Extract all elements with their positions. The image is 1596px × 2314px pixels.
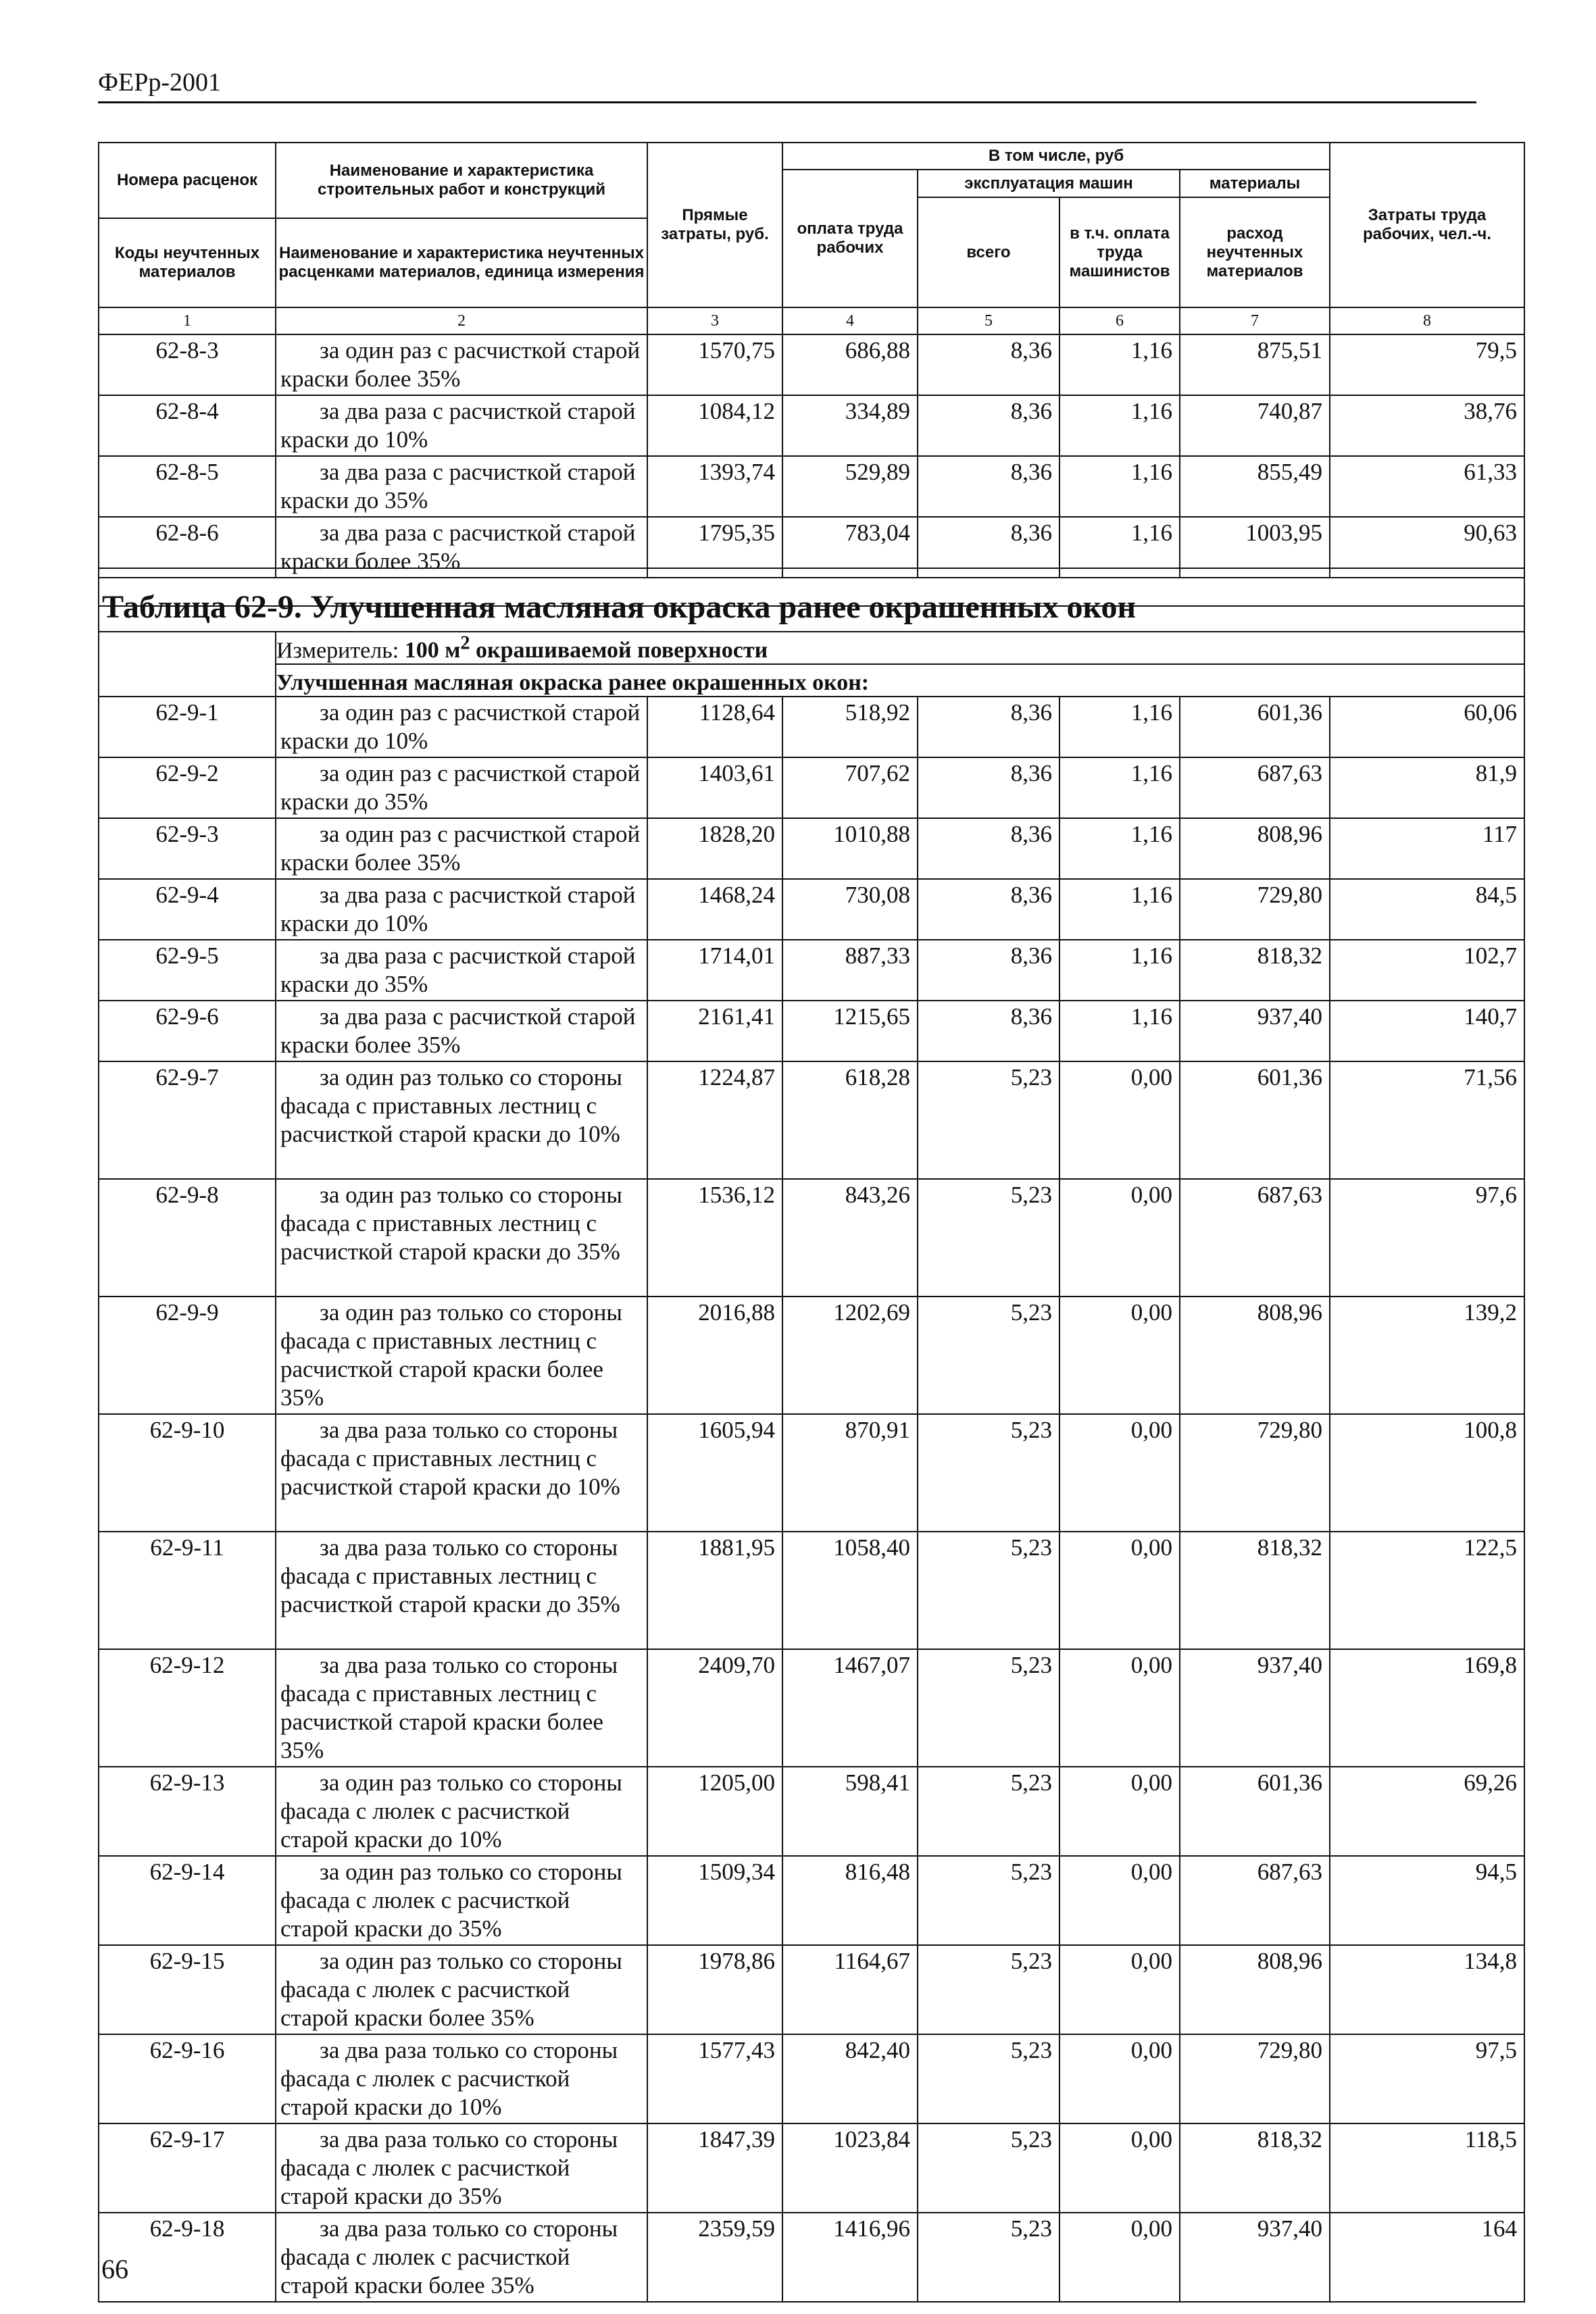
labor-hours-cell: 69,26 [1330, 1767, 1524, 1856]
meter-description: окрашиваемой поверхности [470, 638, 768, 663]
labor-hours-cell: 164 [1330, 2213, 1524, 2302]
machines-total-cell: 8,36 [918, 334, 1059, 395]
direct-costs-cell: 1714,01 [647, 940, 782, 1001]
operators-pay-cell: 0,00 [1059, 2034, 1180, 2123]
work-name-cell: за два раза с расчисткой старой краски более 35% [276, 517, 647, 578]
col-num-6: 6 [1059, 307, 1180, 334]
labor-pay-cell: 1058,40 [782, 1532, 918, 1649]
materials-usage-cell: 855,49 [1180, 456, 1330, 517]
group-title: Улучшенная масляная окраска ранее окрашенных окон: [276, 664, 1524, 697]
machines-total-cell: 5,23 [918, 1297, 1059, 1414]
machines-total-cell: 8,36 [918, 879, 1059, 940]
col-work-name-header: Наименование и характеристика строительных работ и конструкций [276, 143, 647, 218]
labor-pay-cell: 529,89 [782, 456, 918, 517]
rate-code-cell: 62-9-14 [99, 1856, 276, 1945]
materials-usage-cell: 729,80 [1180, 2034, 1330, 2123]
labor-pay-cell: 887,33 [782, 940, 918, 1001]
labor-pay-cell: 334,89 [782, 395, 918, 456]
labor-pay-cell: 730,08 [782, 879, 918, 940]
labor-hours-cell: 38,76 [1330, 395, 1524, 456]
rates-table-62-9 [98, 568, 1525, 2303]
operators-pay-cell: 0,00 [1059, 1649, 1180, 1767]
work-name-cell: за один раз только со стороны фасада с люлек с расчисткой старой краски до 10% [276, 1767, 647, 1856]
labor-hours-cell: 60,06 [1330, 697, 1524, 757]
direct-costs-cell: 1536,12 [647, 1179, 782, 1297]
materials-usage-cell: 729,80 [1180, 1414, 1330, 1532]
col-num-3: 3 [647, 307, 782, 334]
work-name-cell: за два раза с расчисткой старой краски до 35% [276, 940, 647, 1001]
table-title: Таблица 62-9. Улучшенная масляная окраска ранее окрашенных окон [102, 589, 1137, 625]
table-row [99, 1179, 1524, 1297]
labor-hours-cell: 169,8 [1330, 1649, 1524, 1767]
meter-unit-exponent: 2 [460, 632, 470, 654]
labor-pay-cell: 1416,96 [782, 2213, 918, 2302]
direct-costs-cell: 2359,59 [647, 2213, 782, 2302]
work-name-cell: за один раз с расчисткой старой краски до 35% [276, 757, 647, 818]
operators-pay-cell: 1,16 [1059, 940, 1180, 1001]
machines-total-cell: 8,36 [918, 940, 1059, 1001]
labor-hours-cell: 134,8 [1330, 1945, 1524, 2034]
col-labor-hours-header: Затраты труда рабочих, чел.-ч. [1330, 143, 1524, 307]
materials-usage-cell: 1003,95 [1180, 517, 1330, 578]
labor-hours-cell: 71,56 [1330, 1061, 1524, 1179]
materials-usage-cell: 818,32 [1180, 2123, 1330, 2213]
machines-total-cell: 5,23 [918, 2213, 1059, 2302]
materials-usage-cell: 937,40 [1180, 2213, 1330, 2302]
materials-usage-cell: 808,96 [1180, 1945, 1330, 2034]
operators-pay-cell: 1,16 [1059, 334, 1180, 395]
table-row [99, 1649, 1524, 1767]
rate-code-cell: 62-9-5 [99, 940, 276, 1001]
operators-pay-cell: 1,16 [1059, 757, 1180, 818]
col-materials-usage-header: расход неучтенных материалов [1180, 197, 1330, 307]
materials-usage-cell: 937,40 [1180, 1649, 1330, 1767]
table-row [99, 456, 1524, 517]
direct-costs-cell: 1393,74 [647, 456, 782, 517]
work-name-cell: за два раза только со стороны фасада с приставных лестниц с расчисткой старой краски до 35% [276, 1532, 647, 1649]
col-num-1: 1 [99, 307, 276, 334]
meter-line [276, 632, 1524, 664]
rates-table-62-8 [98, 142, 1525, 607]
work-name-cell: за один раз с расчисткой старой краски более 35% [276, 334, 647, 395]
rate-code-cell: 62-9-16 [99, 2034, 276, 2123]
table-row [99, 334, 1524, 395]
machines-total-cell: 8,36 [918, 818, 1059, 879]
operators-pay-cell: 1,16 [1059, 1001, 1180, 1061]
rate-code-cell: 62-9-1 [99, 697, 276, 757]
labor-hours-cell: 102,7 [1330, 940, 1524, 1001]
labor-pay-cell: 870,91 [782, 1414, 918, 1532]
operators-pay-cell: 0,00 [1059, 1179, 1180, 1297]
direct-costs-cell: 2161,41 [647, 1001, 782, 1061]
labor-pay-cell: 1467,07 [782, 1649, 918, 1767]
table-row [99, 1001, 1524, 1061]
labor-hours-cell: 61,33 [1330, 456, 1524, 517]
operators-pay-cell: 0,00 [1059, 1414, 1180, 1532]
machines-total-cell: 5,23 [918, 1414, 1059, 1532]
labor-hours-cell: 81,9 [1330, 757, 1524, 818]
materials-usage-cell: 875,51 [1180, 334, 1330, 395]
materials-usage-cell: 937,40 [1180, 1001, 1330, 1061]
rate-code-cell: 62-9-6 [99, 1001, 276, 1061]
direct-costs-cell: 1828,20 [647, 818, 782, 879]
direct-costs-cell: 1084,12 [647, 395, 782, 456]
table-row [99, 757, 1524, 818]
labor-pay-cell: 816,48 [782, 1856, 918, 1945]
machines-total-cell: 5,23 [918, 1179, 1059, 1297]
rate-code-cell: 62-9-7 [99, 1061, 276, 1179]
machines-total-cell: 5,23 [918, 1767, 1059, 1856]
labor-hours-cell: 100,8 [1330, 1414, 1524, 1532]
col-num-2: 2 [276, 307, 647, 334]
labor-hours-cell: 140,7 [1330, 1001, 1524, 1061]
col-operators-pay-header: в т.ч. оплата труда машинистов [1059, 197, 1180, 307]
labor-pay-cell: 1010,88 [782, 818, 918, 879]
labor-hours-cell: 79,5 [1330, 334, 1524, 395]
work-name-cell: за один раз только со стороны фасада с люлек с расчисткой старой краски более 35% [276, 1945, 647, 2034]
materials-usage-cell: 729,80 [1180, 879, 1330, 940]
work-name-cell: за два раза с расчисткой старой краски более 35% [276, 1001, 647, 1061]
machines-total-cell: 5,23 [918, 1061, 1059, 1179]
direct-costs-cell: 1509,34 [647, 1856, 782, 1945]
operators-pay-cell: 1,16 [1059, 456, 1180, 517]
work-name-cell: за два раза только со стороны фасада с приставных лестниц с расчисткой старой краски до 10% [276, 1414, 647, 1532]
materials-usage-cell: 687,63 [1180, 757, 1330, 818]
direct-costs-cell: 2016,88 [647, 1297, 782, 1414]
materials-usage-cell: 601,36 [1180, 697, 1330, 757]
col-rate-number-header: Номера расценок [99, 143, 276, 218]
work-name-cell: за два раза только со стороны фасада с приставных лестниц с расчисткой старой краски более 35% [276, 1649, 647, 1767]
labor-pay-cell: 1023,84 [782, 2123, 918, 2213]
table-row [99, 818, 1524, 879]
operators-pay-cell: 0,00 [1059, 1945, 1180, 2034]
table-row [99, 879, 1524, 940]
labor-pay-cell: 707,62 [782, 757, 918, 818]
rate-code-cell: 62-9-15 [99, 1945, 276, 2034]
materials-usage-cell: 601,36 [1180, 1767, 1330, 1856]
work-name-cell: за один раз только со стороны фасада с приставных лестниц с расчисткой старой краски до 10% [276, 1061, 647, 1179]
direct-costs-cell: 1795,35 [647, 517, 782, 578]
direct-costs-cell: 1847,39 [647, 2123, 782, 2213]
machines-total-cell: 5,23 [918, 2123, 1059, 2213]
direct-costs-cell: 1224,87 [647, 1061, 782, 1179]
materials-usage-cell: 687,63 [1180, 1856, 1330, 1945]
labor-hours-cell: 84,5 [1330, 879, 1524, 940]
meter-spacer [99, 632, 276, 664]
operators-pay-cell: 0,00 [1059, 1061, 1180, 1179]
table-row [99, 1061, 1524, 1179]
group-spacer [99, 664, 276, 697]
table-title-cell [99, 568, 1524, 632]
machines-total-cell: 5,23 [918, 1532, 1059, 1649]
col-material-codes-header: Коды неучтенных материалов [99, 218, 276, 307]
operators-pay-cell: 0,00 [1059, 2213, 1180, 2302]
labor-pay-cell: 598,41 [782, 1767, 918, 1856]
work-name-cell: за два раза только со стороны фасада с люлек с расчисткой старой краски более 35% [276, 2213, 647, 2302]
col-machines-total-header: всего [918, 197, 1059, 307]
table-row [99, 395, 1524, 456]
operators-pay-cell: 1,16 [1059, 697, 1180, 757]
machines-total-cell: 5,23 [918, 1649, 1059, 1767]
labor-pay-cell: 1202,69 [782, 1297, 918, 1414]
direct-costs-cell: 1577,43 [647, 2034, 782, 2123]
machines-total-cell: 8,36 [918, 697, 1059, 757]
machines-total-cell: 5,23 [918, 1856, 1059, 1945]
operators-pay-cell: 1,16 [1059, 818, 1180, 879]
rate-code-cell: 62-9-18 [99, 2213, 276, 2302]
rate-code-cell: 62-9-3 [99, 818, 276, 879]
work-name-cell: за два раза только со стороны фасада с люлек с расчисткой старой краски до 10% [276, 2034, 647, 2123]
table-row [99, 940, 1524, 1001]
work-name-cell: за два раза с расчисткой старой краски до 10% [276, 879, 647, 940]
labor-hours-cell: 117 [1330, 818, 1524, 879]
table-row [99, 1945, 1524, 2034]
rate-code-cell: 62-8-6 [99, 517, 276, 578]
work-name-cell: за один раз с расчисткой старой краски до 10% [276, 697, 647, 757]
direct-costs-cell: 1468,24 [647, 879, 782, 940]
materials-usage-cell: 808,96 [1180, 818, 1330, 879]
machines-total-cell: 8,36 [918, 395, 1059, 456]
table-row [99, 1856, 1524, 1945]
work-name-cell: за два раза с расчисткой старой краски до 35% [276, 456, 647, 517]
labor-hours-cell: 139,2 [1330, 1297, 1524, 1414]
labor-pay-cell: 783,04 [782, 517, 918, 578]
labor-hours-cell: 97,6 [1330, 1179, 1524, 1297]
meter-value: 100 м [404, 638, 461, 663]
operators-pay-cell: 0,00 [1059, 2123, 1180, 2213]
machines-total-cell: 8,36 [918, 456, 1059, 517]
machines-total-cell: 8,36 [918, 757, 1059, 818]
col-num-5: 5 [918, 307, 1059, 334]
work-name-cell: за один раз только со стороны фасада с приставных лестниц с расчисткой старой краски более 35% [276, 1297, 647, 1414]
col-materials-group-header: материалы [1180, 170, 1330, 197]
machines-total-cell: 5,23 [918, 2034, 1059, 2123]
machines-total-cell: 8,36 [918, 517, 1059, 578]
direct-costs-cell: 2409,70 [647, 1649, 782, 1767]
col-direct-costs-header: Прямые затраты, руб. [647, 143, 782, 307]
table-row [99, 1414, 1524, 1532]
direct-costs-cell: 1605,94 [647, 1414, 782, 1532]
page-header: ФЕРр-2001 [98, 68, 1476, 103]
rate-code-cell: 62-9-11 [99, 1532, 276, 1649]
labor-pay-cell: 1164,67 [782, 1945, 918, 2034]
labor-hours-cell: 97,5 [1330, 2034, 1524, 2123]
work-name-cell: за два раза только со стороны фасада с люлек с расчисткой старой краски до 35% [276, 2123, 647, 2213]
direct-costs-cell: 1128,64 [647, 697, 782, 757]
labor-pay-cell: 842,40 [782, 2034, 918, 2123]
work-name-cell: за один раз только со стороны фасада с приставных лестниц с расчисткой старой краски до 35% [276, 1179, 647, 1297]
direct-costs-cell: 1881,95 [647, 1532, 782, 1649]
operators-pay-cell: 0,00 [1059, 1767, 1180, 1856]
direct-costs-cell: 1403,61 [647, 757, 782, 818]
rate-code-cell: 62-9-8 [99, 1179, 276, 1297]
col-num-8: 8 [1330, 307, 1524, 334]
labor-pay-cell: 518,92 [782, 697, 918, 757]
labor-pay-cell: 618,28 [782, 1061, 918, 1179]
operators-pay-cell: 0,00 [1059, 1297, 1180, 1414]
rate-code-cell: 62-9-13 [99, 1767, 276, 1856]
materials-usage-cell: 740,87 [1180, 395, 1330, 456]
labor-hours-cell: 90,63 [1330, 517, 1524, 578]
table-row [99, 1297, 1524, 1414]
table-row [99, 2034, 1524, 2123]
rate-code-cell: 62-9-12 [99, 1649, 276, 1767]
labor-hours-cell: 118,5 [1330, 2123, 1524, 2213]
operators-pay-cell: 0,00 [1059, 1532, 1180, 1649]
materials-usage-cell: 808,96 [1180, 1297, 1330, 1414]
machines-total-cell: 8,36 [918, 1001, 1059, 1061]
materials-usage-cell: 601,36 [1180, 1061, 1330, 1179]
materials-usage-cell: 818,32 [1180, 940, 1330, 1001]
table-row [99, 1767, 1524, 1856]
work-name-cell: за один раз с расчисткой старой краски более 35% [276, 818, 647, 879]
labor-hours-cell: 94,5 [1330, 1856, 1524, 1945]
labor-hours-cell: 122,5 [1330, 1532, 1524, 1649]
rate-code-cell: 62-8-4 [99, 395, 276, 456]
rate-code-cell: 62-8-5 [99, 456, 276, 517]
operators-pay-cell: 1,16 [1059, 395, 1180, 456]
operators-pay-cell: 0,00 [1059, 1856, 1180, 1945]
materials-usage-cell: 818,32 [1180, 1532, 1330, 1649]
direct-costs-cell: 1205,00 [647, 1767, 782, 1856]
operators-pay-cell: 1,16 [1059, 517, 1180, 578]
rate-code-cell: 62-8-3 [99, 334, 276, 395]
rate-code-cell: 62-9-10 [99, 1414, 276, 1532]
rate-code-cell: 62-9-2 [99, 757, 276, 818]
operators-pay-cell: 1,16 [1059, 879, 1180, 940]
labor-pay-cell: 1215,65 [782, 1001, 918, 1061]
meter-label: Измеритель: [276, 638, 405, 663]
col-num-7: 7 [1180, 307, 1330, 334]
table-row [99, 1532, 1524, 1649]
table-row [99, 2213, 1524, 2302]
col-labor-pay-header: оплата труда рабочих [782, 170, 918, 307]
rate-code-cell: 62-9-4 [99, 879, 276, 940]
col-group-header: В том числе, руб [782, 143, 1330, 170]
materials-usage-cell: 687,63 [1180, 1179, 1330, 1297]
work-name-cell: за один раз только со стороны фасада с люлек с расчисткой старой краски до 35% [276, 1856, 647, 1945]
page-number: 66 [101, 2254, 128, 2284]
rate-code-cell: 62-9-9 [99, 1297, 276, 1414]
work-name-cell: за два раза с расчисткой старой краски до 10% [276, 395, 647, 456]
direct-costs-cell: 1570,75 [647, 334, 782, 395]
direct-costs-cell: 1978,86 [647, 1945, 782, 2034]
rate-code-cell: 62-9-17 [99, 2123, 276, 2213]
col-material-names-header: Наименование и характеристика неучтенных расценками материалов, единица измерения [276, 218, 647, 307]
machines-total-cell: 5,23 [918, 1945, 1059, 2034]
labor-pay-cell: 686,88 [782, 334, 918, 395]
table-row [99, 2123, 1524, 2213]
table-row [99, 697, 1524, 757]
col-machines-group-header: эксплуатация машин [918, 170, 1180, 197]
col-num-4: 4 [782, 307, 918, 334]
labor-pay-cell: 843,26 [782, 1179, 918, 1297]
